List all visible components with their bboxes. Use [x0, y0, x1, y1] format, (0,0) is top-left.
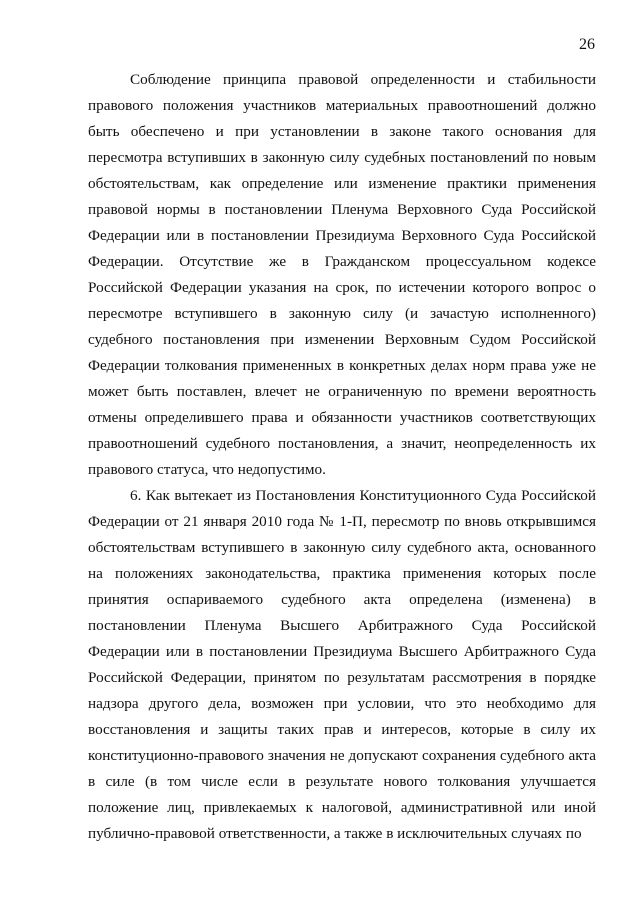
paragraph: Соблюдение принципа правовой определенности и стабильности правового положения участников материальных правоотношений должно быть обеспечено и при установлении в законе такого основания для пересмотра вступивших в законную силу судебных постановлений по новым обстоятельствам, как определение или изменение практики применения правовой нормы в постановлении Пленума Верховного Суда Российской Федерации или в постановлении Президиума Верховного Суда Российской Федерации. Отсутствие же в Гражданском процессуальном кодексе Российской Федерации указания на срок, по истечении которого вопрос о пересмотре вступившего в законную силу (и зачастую исполненного) судебного постановления при изменении Верховным Судом Российской Федерации толкования примененных в конкретных делах норм права уже не может быть поставлен, влечет не ограниченную по времени вероятность отмены определившего права и обязанности участников соответствующих правоотношений судебного постановления, а значит, неопределенность их правового статуса, что недопустимо.: [88, 71, 596, 478]
page-number: 26: [579, 36, 595, 53]
paragraph: 6. Как вытекает из Постановления Конституционного Суда Российской Федерации от 21 января 2010 года № 1-П, пересмотр по вновь открывшимся обстоятельствам вступившего в законную силу судебного акта, основанного на положениях законодательства, практика применения которых после принятия оспариваемого судебного акта определена (изменена) в постановлении Пленума Высшего Арбитражного Суда Российской Федерации или в постановлении Президиума Высшего Арбитражного Суда Российской Федерации, принятом по результатам рассмотрения в порядке надзора другого дела, возможен при условии, что это необходимо для восстановления и защиты таких прав и интересов, которые в силу их конституционно-правового значения не допускают сохранения судебного акта в силе (в том числе если в результате нового толкования улучшается положение лиц, привлекаемых к налоговой, административной или иной публично-правовой ответственности, а также в исключительных случаях по: [88, 487, 596, 842]
document-body: [88, 67, 596, 847]
